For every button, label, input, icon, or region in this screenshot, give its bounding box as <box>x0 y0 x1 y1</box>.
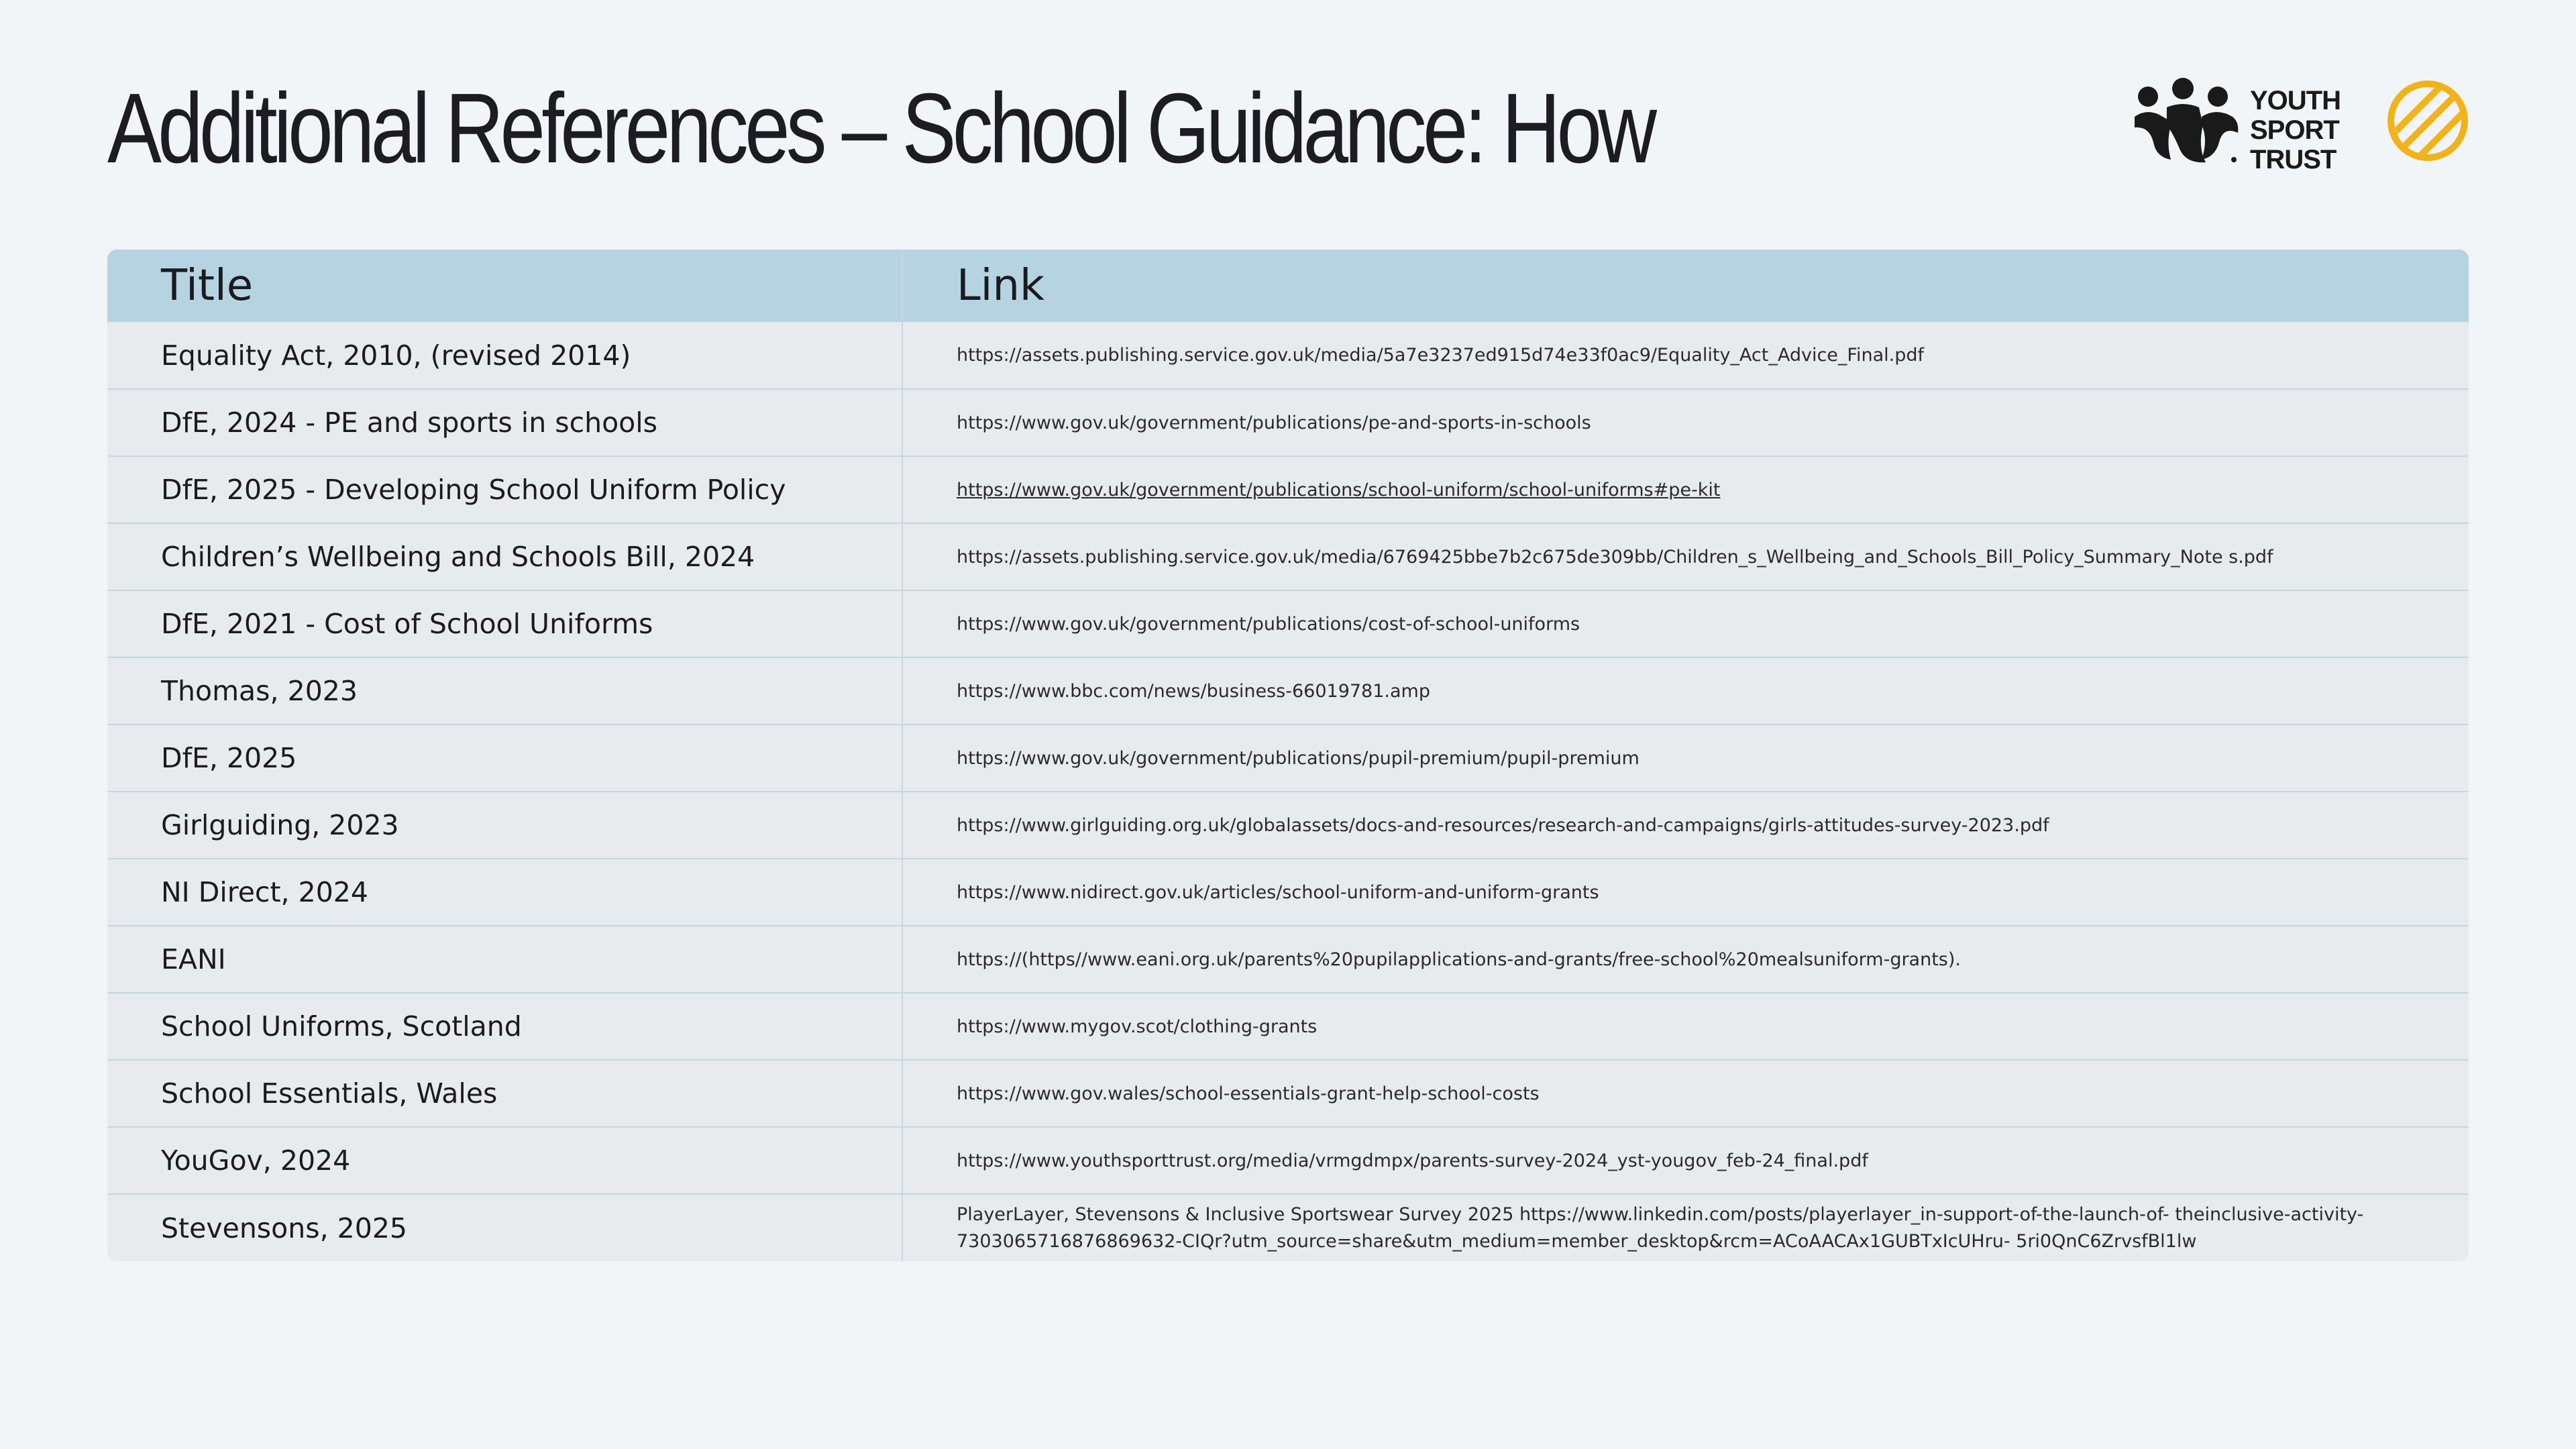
reference-link-text[interactable]: https://www.youthsporttrust.org/media/vrmgdmpx/parents-survey-2024_yst-yougov_feb-24_final.pdf <box>957 1150 1868 1171</box>
reference-link[interactable] <box>902 389 2469 456</box>
reference-title: DfE, 2025 <box>107 724 902 792</box>
reference-link[interactable] <box>902 724 2469 792</box>
reference-title: DfE, 2021 - Cost of School Uniforms <box>107 590 902 657</box>
reference-title: EANI <box>107 926 902 993</box>
reference-link-text[interactable]: https://assets.publishing.service.gov.uk/media/6769425bbe7b2c675de309bb/Children_s_Wellbeing_and_Schools_Bill_Policy_Summary_Note s.pdf <box>957 546 2273 568</box>
reference-link[interactable] <box>902 1127 2469 1194</box>
reference-title: DfE, 2025 - Developing School Uniform Policy <box>107 456 902 523</box>
table-row <box>107 1127 2469 1194</box>
reference-link-text[interactable]: https://www.girlguiding.org.uk/globalassets/docs-and-resources/research-and-campaigns/girls-attitudes-survey-2023.pdf <box>957 814 2049 836</box>
reference-link-text[interactable]: https://assets.publishing.service.gov.uk/media/5a7e3237ed915d74e33f0ac9/Equality_Act_Advice_Final.pdf <box>957 345 1925 366</box>
striped-circle-logo-icon <box>2387 80 2469 162</box>
column-header-title: Title <box>107 250 902 322</box>
reference-link-text[interactable]: https://www.gov.uk/government/publications/pe-and-sports-in-schools <box>957 412 1591 433</box>
reference-title: Girlguiding, 2023 <box>107 792 902 859</box>
youth-sport-trust-wordmark <box>2250 86 2341 174</box>
reference-link[interactable] <box>902 590 2469 657</box>
wordmark-line-sport: SPORT <box>2250 115 2339 145</box>
table-row <box>107 523 2469 590</box>
table-row <box>107 926 2469 993</box>
reference-link-text[interactable]: https://www.mygov.scot/clothing-grants <box>957 1016 1318 1037</box>
reference-link-text[interactable]: https://www.gov.uk/government/publications/pupil-premium/pupil-premium <box>957 747 1640 769</box>
reference-link-text[interactable]: https://www.gov.wales/school-essentials-grant-help-school-costs <box>957 1083 1540 1104</box>
table-row <box>107 389 2469 456</box>
youth-sport-trust-logo <box>2133 78 2341 174</box>
reference-link[interactable] <box>902 657 2469 724</box>
reference-title: Children’s Wellbeing and Schools Bill, 2024 <box>107 523 902 590</box>
reference-link[interactable] <box>902 926 2469 993</box>
reference-title: DfE, 2024 - PE and sports in schools <box>107 389 902 456</box>
table-row <box>107 590 2469 657</box>
reference-link[interactable] <box>902 456 2469 523</box>
table-header-row <box>107 250 2469 322</box>
reference-link[interactable] <box>902 859 2469 926</box>
table-row <box>107 1060 2469 1127</box>
reference-title: Equality Act, 2010, (revised 2014) <box>107 322 902 389</box>
reference-title: School Uniforms, Scotland <box>107 993 902 1060</box>
table-row <box>107 792 2469 859</box>
reference-link[interactable] <box>902 993 2469 1060</box>
table-row <box>107 1194 2469 1261</box>
reference-link[interactable] <box>902 1060 2469 1127</box>
reference-link-text[interactable]: https://www.bbc.com/news/business-66019781.amp <box>957 680 1430 702</box>
table-row <box>107 859 2469 926</box>
reference-title: School Essentials, Wales <box>107 1060 902 1127</box>
reference-title: NI Direct, 2024 <box>107 859 902 926</box>
page-title: Additional References – School Guidance: How <box>107 73 1654 184</box>
reference-link[interactable] <box>902 322 2469 389</box>
reference-link[interactable] <box>902 792 2469 859</box>
column-header-link: Link <box>957 261 1045 311</box>
table-row <box>107 456 2469 523</box>
references-table <box>107 250 2469 1261</box>
figures-logo-icon <box>2133 78 2241 165</box>
reference-link-text[interactable]: https://www.gov.uk/government/publications/cost-of-school-uniforms <box>957 613 1580 635</box>
reference-link-text[interactable]: https://(https//www.eani.org.uk/parents%20pupilapplications-and-grants/free-school%20mealsuniform-grants). <box>957 949 1961 970</box>
reference-link[interactable] <box>902 1194 2469 1261</box>
reference-title: YouGov, 2024 <box>107 1127 902 1194</box>
table-row <box>107 993 2469 1060</box>
reference-link-text[interactable]: PlayerLayer, Stevensons & Inclusive Sportswear Survey 2025 https://www.linkedin.com/posts/playerlayer_in-support-of-the-launch-of- theinclusive-activity-7303065716876869632-CIQr?utm_source=share&utm_medium=member_desktop&rcm=ACoAACAx1GUBTxIcUHru- 5ri0QnC6ZrvsfBl1lw <box>957 1203 2364 1252</box>
wordmark-line-youth: YOUTH <box>2250 86 2341 115</box>
table-row <box>107 322 2469 389</box>
reference-link[interactable] <box>902 523 2469 590</box>
reference-link-text[interactable]: https://www.gov.uk/government/publications/school-uniform/school-uniforms#pe-kit <box>957 479 1721 500</box>
reference-title: Thomas, 2023 <box>107 657 902 724</box>
table-row <box>107 657 2469 724</box>
reference-title: Stevensons, 2025 <box>107 1194 902 1261</box>
wordmark-line-trust: TRUST <box>2250 145 2337 174</box>
reference-link-text[interactable]: https://www.nidirect.gov.uk/articles/school-uniform-and-uniform-grants <box>957 881 1599 903</box>
table-row <box>107 724 2469 792</box>
